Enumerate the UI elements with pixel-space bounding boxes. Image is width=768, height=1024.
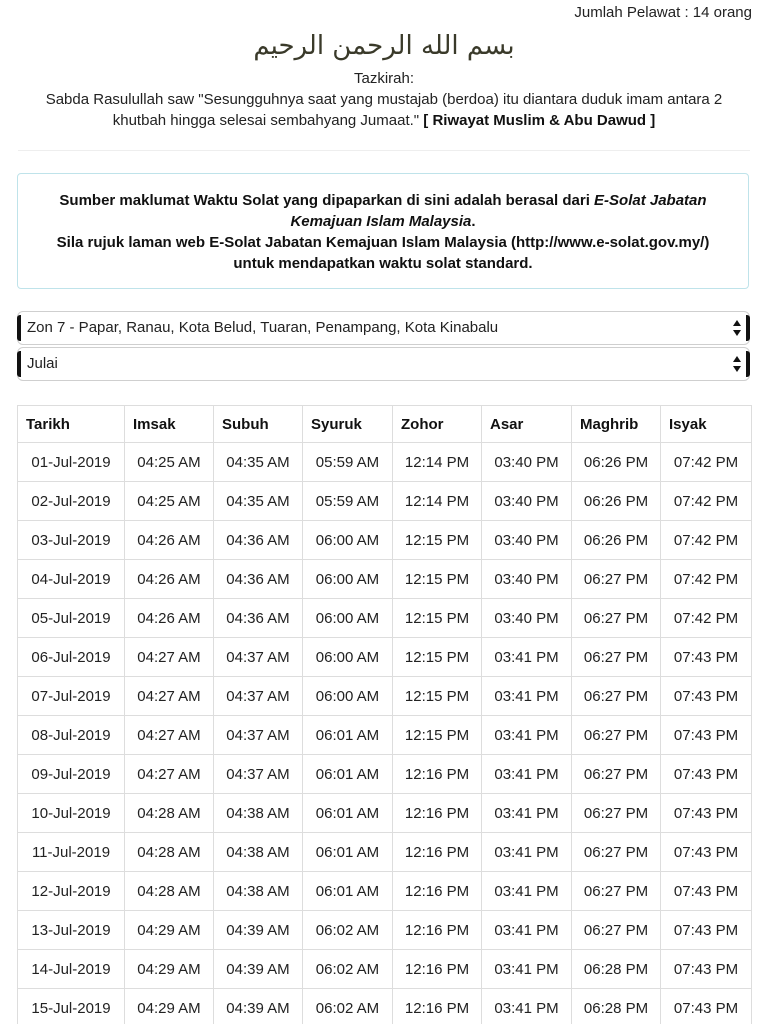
table-cell-asar: 03:41 PM <box>482 638 572 677</box>
column-header-imsak: Imsak <box>125 406 214 443</box>
table-cell-zohor: 12:16 PM <box>393 989 482 1024</box>
table-cell-subuh: 04:37 AM <box>214 755 303 794</box>
table-cell-subuh: 04:36 AM <box>214 560 303 599</box>
table-cell-imsak: 04:29 AM <box>125 989 214 1024</box>
table-cell-asar: 03:41 PM <box>482 989 572 1024</box>
table-cell-imsak: 04:29 AM <box>125 950 214 989</box>
table-cell-maghrib: 06:27 PM <box>572 794 661 833</box>
table-cell-tarikh: 10-Jul-2019 <box>18 794 125 833</box>
table-cell-zohor: 12:16 PM <box>393 950 482 989</box>
table-cell-zohor: 12:15 PM <box>393 716 482 755</box>
table-cell-maghrib: 06:27 PM <box>572 677 661 716</box>
table-cell-subuh: 04:36 AM <box>214 599 303 638</box>
table-body <box>18 443 752 1024</box>
column-header-maghrib: Maghrib <box>572 406 661 443</box>
table-cell-isyak: 07:43 PM <box>661 638 752 677</box>
table-cell-syuruk: 06:00 AM <box>303 638 393 677</box>
notice-line-1-text: Sumber maklumat Waktu Solat yang dipaparkan di sini adalah berasal dari <box>59 192 595 209</box>
tazkirah-title: Tazkirah: <box>353 70 415 87</box>
table-cell-isyak: 07:43 PM <box>661 950 752 989</box>
table-cell-isyak: 07:43 PM <box>661 872 752 911</box>
table-row <box>18 677 752 716</box>
table-cell-syuruk: 06:00 AM <box>303 599 393 638</box>
table-row <box>18 599 752 638</box>
table-cell-tarikh: 03-Jul-2019 <box>18 521 125 560</box>
table-cell-imsak: 04:27 AM <box>125 716 214 755</box>
table-cell-tarikh: 09-Jul-2019 <box>18 755 125 794</box>
table-cell-zohor: 12:16 PM <box>393 911 482 950</box>
table-cell-zohor: 12:16 PM <box>393 794 482 833</box>
table-cell-maghrib: 06:27 PM <box>572 755 661 794</box>
table-cell-subuh: 04:39 AM <box>214 989 303 1024</box>
table-cell-asar: 03:41 PM <box>482 677 572 716</box>
table-cell-zohor: 12:15 PM <box>393 599 482 638</box>
table-cell-imsak: 04:26 AM <box>125 560 214 599</box>
table-row <box>18 521 752 560</box>
notice-line-1-italic: E-Solat Jabatan Kemajuan Islam Malaysia <box>290 192 707 230</box>
month-select-value: Julai <box>27 355 58 372</box>
table-cell-isyak: 07:43 PM <box>661 794 752 833</box>
table-cell-asar: 03:40 PM <box>482 443 572 482</box>
table-row <box>18 755 752 794</box>
table-cell-maghrib: 06:27 PM <box>572 560 661 599</box>
table-cell-maghrib: 06:26 PM <box>572 443 661 482</box>
table-cell-imsak: 04:27 AM <box>125 638 214 677</box>
table-row <box>18 833 752 872</box>
table-cell-maghrib: 06:26 PM <box>572 521 661 560</box>
column-header-tarikh: Tarikh <box>18 406 125 443</box>
table-cell-maghrib: 06:27 PM <box>572 833 661 872</box>
table-cell-syuruk: 06:01 AM <box>303 755 393 794</box>
table-cell-asar: 03:40 PM <box>482 599 572 638</box>
table-cell-maghrib: 06:27 PM <box>572 716 661 755</box>
table-cell-tarikh: 04-Jul-2019 <box>18 560 125 599</box>
table-row <box>18 482 752 521</box>
table-cell-subuh: 04:38 AM <box>214 872 303 911</box>
table-cell-zohor: 12:15 PM <box>393 521 482 560</box>
tazkirah-section <box>20 68 748 131</box>
table-row <box>18 638 752 677</box>
table-cell-asar: 03:40 PM <box>482 521 572 560</box>
table-header-row <box>18 406 752 443</box>
table-cell-subuh: 04:38 AM <box>214 794 303 833</box>
table-cell-syuruk: 06:01 AM <box>303 872 393 911</box>
table-cell-isyak: 07:42 PM <box>661 560 752 599</box>
table-cell-syuruk: 05:59 AM <box>303 482 393 521</box>
table-cell-isyak: 07:43 PM <box>661 755 752 794</box>
table-cell-maghrib: 06:28 PM <box>572 950 661 989</box>
table-cell-asar: 03:41 PM <box>482 872 572 911</box>
table-cell-isyak: 07:43 PM <box>661 911 752 950</box>
table-cell-subuh: 04:37 AM <box>214 716 303 755</box>
table-cell-tarikh: 14-Jul-2019 <box>18 950 125 989</box>
table-cell-tarikh: 08-Jul-2019 <box>18 716 125 755</box>
table-cell-maghrib: 06:28 PM <box>572 989 661 1024</box>
table-cell-tarikh: 11-Jul-2019 <box>18 833 125 872</box>
table-cell-isyak: 07:43 PM <box>661 833 752 872</box>
table-cell-maghrib: 06:27 PM <box>572 872 661 911</box>
table-cell-subuh: 04:35 AM <box>214 443 303 482</box>
table-cell-asar: 03:41 PM <box>482 911 572 950</box>
table-cell-imsak: 04:28 AM <box>125 833 214 872</box>
table-cell-isyak: 07:43 PM <box>661 989 752 1024</box>
table-cell-tarikh: 13-Jul-2019 <box>18 911 125 950</box>
table-cell-syuruk: 06:02 AM <box>303 911 393 950</box>
table-row <box>18 950 752 989</box>
table-cell-subuh: 04:37 AM <box>214 638 303 677</box>
table-row <box>18 872 752 911</box>
prayer-times-table <box>17 405 752 1024</box>
notice-line-1-end: . <box>471 213 476 230</box>
table-cell-tarikh: 01-Jul-2019 <box>18 443 125 482</box>
table-row <box>18 794 752 833</box>
table-cell-syuruk: 05:59 AM <box>303 443 393 482</box>
table-cell-zohor: 12:15 PM <box>393 677 482 716</box>
table-cell-zohor: 12:14 PM <box>393 443 482 482</box>
table-cell-maghrib: 06:27 PM <box>572 638 661 677</box>
table-cell-imsak: 04:26 AM <box>125 521 214 560</box>
table-cell-syuruk: 06:00 AM <box>303 521 393 560</box>
table-cell-tarikh: 12-Jul-2019 <box>18 872 125 911</box>
month-select[interactable] <box>17 347 750 381</box>
table-cell-imsak: 04:27 AM <box>125 755 214 794</box>
table-cell-syuruk: 06:00 AM <box>303 560 393 599</box>
bismillah-text: بسم الله الرحمن الرحيم <box>253 31 515 61</box>
table-cell-maghrib: 06:26 PM <box>572 482 661 521</box>
table-cell-asar: 03:40 PM <box>482 482 572 521</box>
table-cell-tarikh: 07-Jul-2019 <box>18 677 125 716</box>
updown-arrows-icon <box>732 312 742 344</box>
table-row <box>18 989 752 1024</box>
bismillah-calligraphy <box>0 24 768 64</box>
table-row <box>18 560 752 599</box>
updown-arrows-icon <box>732 348 742 380</box>
source-notice <box>17 173 749 289</box>
table-cell-asar: 03:41 PM <box>482 950 572 989</box>
table-cell-asar: 03:41 PM <box>482 833 572 872</box>
column-header-subuh: Subuh <box>214 406 303 443</box>
column-header-isyak: Isyak <box>661 406 752 443</box>
table-cell-tarikh: 02-Jul-2019 <box>18 482 125 521</box>
table-cell-imsak: 04:25 AM <box>125 443 214 482</box>
column-header-zohor: Zohor <box>393 406 482 443</box>
table-cell-isyak: 07:42 PM <box>661 521 752 560</box>
tazkirah-body <box>20 89 748 131</box>
table-cell-maghrib: 06:27 PM <box>572 599 661 638</box>
table-cell-asar: 03:41 PM <box>482 755 572 794</box>
tazkirah-reference: [ Riwayat Muslim & Abu Dawud ] <box>423 112 656 129</box>
table-cell-subuh: 04:38 AM <box>214 833 303 872</box>
table-cell-isyak: 07:43 PM <box>661 716 752 755</box>
table-cell-asar: 03:41 PM <box>482 716 572 755</box>
table-cell-isyak: 07:43 PM <box>661 677 752 716</box>
table-cell-asar: 03:41 PM <box>482 794 572 833</box>
table-cell-zohor: 12:16 PM <box>393 833 482 872</box>
table-cell-isyak: 07:42 PM <box>661 443 752 482</box>
table-cell-syuruk: 06:01 AM <box>303 716 393 755</box>
table-cell-maghrib: 06:27 PM <box>572 911 661 950</box>
tazkirah-text: Sabda Rasulullah saw "Sesungguhnya saat yang mustajab (berdoa) itu diantara duduk imam antara 2 khutbah hingga selesai sembahyang Jumaat." <box>45 91 723 129</box>
table-cell-imsak: 04:26 AM <box>125 599 214 638</box>
table-cell-syuruk: 06:02 AM <box>303 950 393 989</box>
table-row <box>18 443 752 482</box>
divider <box>18 150 750 151</box>
zone-select[interactable] <box>17 311 750 345</box>
table-row <box>18 716 752 755</box>
table-cell-subuh: 04:35 AM <box>214 482 303 521</box>
visitor-count: Jumlah Pelawat : 14 orang <box>574 4 752 21</box>
table-row <box>18 911 752 950</box>
table-cell-imsak: 04:28 AM <box>125 872 214 911</box>
column-header-asar: Asar <box>482 406 572 443</box>
table-cell-tarikh: 05-Jul-2019 <box>18 599 125 638</box>
table-cell-subuh: 04:39 AM <box>214 950 303 989</box>
column-header-syuruk: Syuruk <box>303 406 393 443</box>
table-cell-zohor: 12:15 PM <box>393 638 482 677</box>
table-cell-imsak: 04:25 AM <box>125 482 214 521</box>
table-cell-imsak: 04:29 AM <box>125 911 214 950</box>
table-cell-syuruk: 06:00 AM <box>303 677 393 716</box>
table-cell-zohor: 12:16 PM <box>393 872 482 911</box>
table-cell-isyak: 07:42 PM <box>661 482 752 521</box>
table-cell-asar: 03:40 PM <box>482 560 572 599</box>
zone-select-value: Zon 7 - Papar, Ranau, Kota Belud, Tuaran, Penampang, Kota Kinabalu <box>27 319 499 336</box>
table-cell-imsak: 04:27 AM <box>125 677 214 716</box>
table-cell-subuh: 04:36 AM <box>214 521 303 560</box>
table-cell-subuh: 04:39 AM <box>214 911 303 950</box>
table-cell-zohor: 12:16 PM <box>393 755 482 794</box>
notice-line-1 <box>42 190 724 232</box>
table-cell-imsak: 04:28 AM <box>125 794 214 833</box>
table-cell-zohor: 12:15 PM <box>393 560 482 599</box>
table-cell-subuh: 04:37 AM <box>214 677 303 716</box>
bismillah-calligraphy-icon <box>229 24 539 64</box>
table-cell-syuruk: 06:01 AM <box>303 833 393 872</box>
notice-line-2: Sila rujuk laman web E-Solat Jabatan Kemajuan Islam Malaysia (http://www.e-solat.gov.my/) untuk mendapatkan waktu solat standard. <box>56 234 710 272</box>
table-cell-tarikh: 06-Jul-2019 <box>18 638 125 677</box>
table-cell-zohor: 12:14 PM <box>393 482 482 521</box>
table-cell-tarikh: 15-Jul-2019 <box>18 989 125 1024</box>
table-cell-isyak: 07:42 PM <box>661 599 752 638</box>
table-cell-syuruk: 06:01 AM <box>303 794 393 833</box>
table-cell-syuruk: 06:02 AM <box>303 989 393 1024</box>
